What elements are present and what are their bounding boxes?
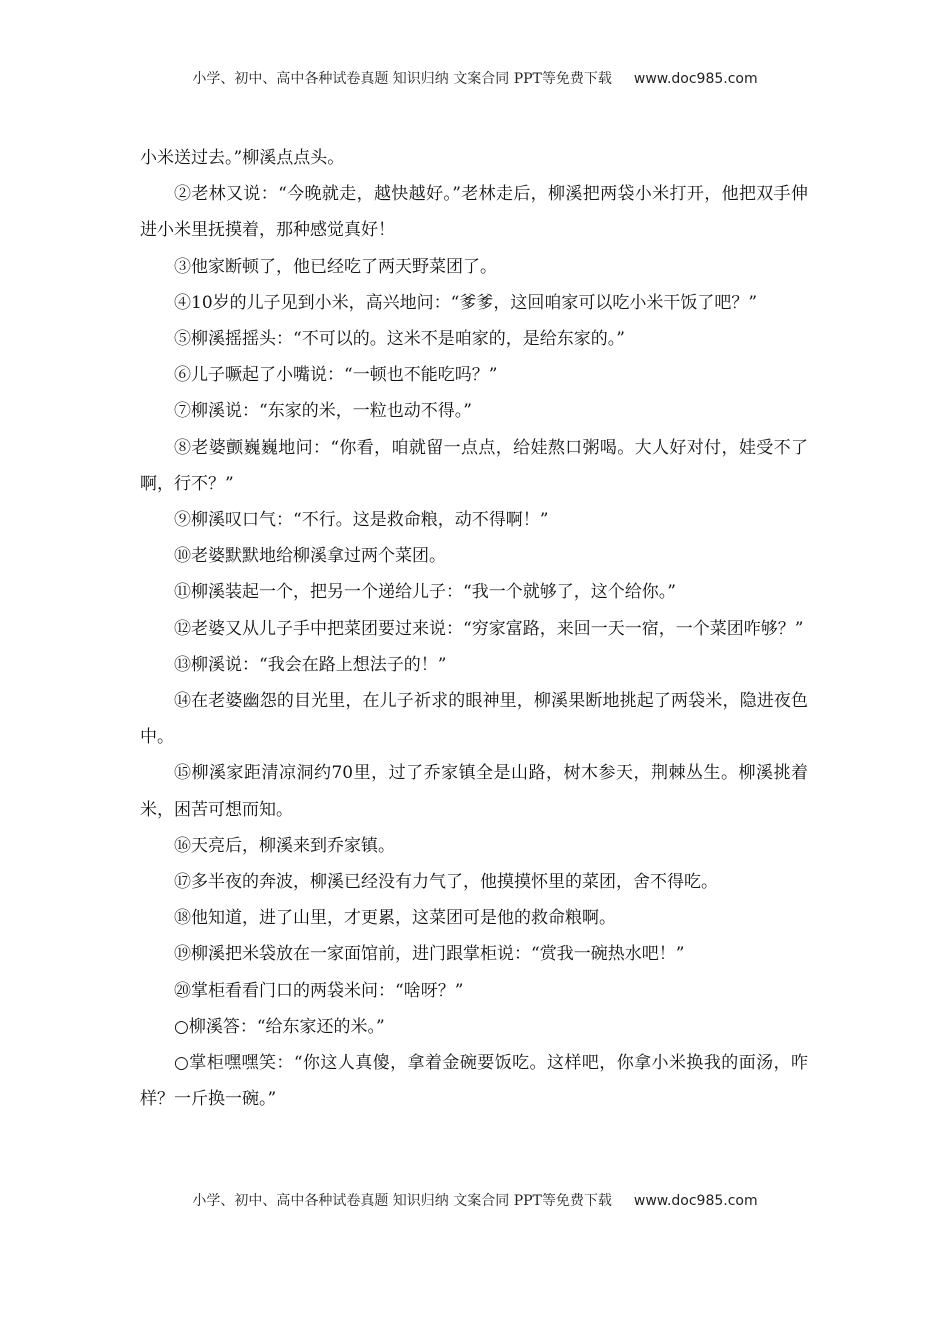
paragraph: ⑩老婆默默地给柳溪拿过两个菜团。: [174, 546, 446, 567]
paragraph: ○柳溪答：“给东家还的米。”: [174, 1016, 385, 1037]
paragraph: ⑬柳溪说：“我会在路上想法子的！”: [174, 654, 447, 675]
paragraph: ②老林又说：“今晚就走，越快越好。”老林走后，柳溪把两袋小米打开，他把双手伸进小米里抚摸着，那种感觉真好！: [140, 184, 808, 241]
header-text: 小学、初中、高中各种试卷真题 知识归纳 文案合同 PPT等免费下载: [192, 71, 612, 87]
paragraph: ○掌柜嘿嘿笑：“你这人真傻，拿着金碗要饭吃。这样吧，你拿小米换我的面汤，咋样？一斤换一碗。”: [140, 1053, 808, 1110]
footer-url[interactable]: www.doc985.com: [633, 1193, 758, 1209]
paragraph: ⑫老婆又从儿子手中把菜团要过来说：“穷家富路，来回一天一宿，一个菜团咋够？”: [174, 618, 804, 639]
paragraph: ⑱他知道，进了山里，才更累，这菜团可是他的救命粮啊。: [174, 908, 616, 929]
footer-text: 小学、初中、高中各种试卷真题 知识归纳 文案合同 PPT等免费下载: [192, 1193, 612, 1209]
paragraph: ⑥儿子噘起了小嘴说：“一顿也不能吃吗？”: [174, 365, 498, 386]
paragraph: ⑮柳溪家距清凉洞约70里，过了乔家镇全是山路，树木参天，荆棘丛生。柳溪挑着米，困苦可想而知。: [140, 763, 808, 820]
paragraph: ⑯天亮后，柳溪来到乔家镇。: [174, 835, 395, 856]
paragraph: ⑤柳溪摇摇头：“不可以的。这米不是咱家的，是给东家的。”: [174, 329, 625, 350]
page-footer: [0, 1190, 950, 1210]
paragraph: ④10岁的儿子见到小米，高兴地问：“爹爹，这回咱家可以吃小米干饭了吧？”: [174, 292, 758, 313]
paragraph: ⑲柳溪把米袋放在一家面馆前，进门跟掌柜说：“赏我一碗热水吧！”: [174, 944, 685, 965]
paragraph: ⑧老婆颤巍巍地问：“你看，咱就留一点点，给娃熬口粥喝。大人好对付，娃受不了啊，行不？”: [140, 437, 808, 494]
paragraph: ⑦柳溪说：“东家的米，一粒也动不得。”: [174, 401, 472, 422]
paragraph: ⑨柳溪叹口气：“不行。这是救命粮，动不得啊！”: [174, 510, 549, 531]
paragraph: ⑰多半夜的奔波，柳溪已经没有力气了，他摸摸怀里的菜团，舍不得吃。: [174, 872, 718, 893]
body-text: [140, 140, 808, 1117]
header-url[interactable]: www.doc985.com: [633, 71, 758, 87]
paragraph: ⑪柳溪装起一个，把另一个递给儿子：“我一个就够了，这个给你。”: [174, 582, 676, 603]
paragraph: ⑭在老婆幽怨的目光里，在儿子祈求的眼神里，柳溪果断地挑起了两袋米，隐进夜色中。: [140, 691, 808, 748]
page-header: [0, 68, 950, 88]
paragraph: 小米送过去。”柳溪点点头。: [140, 148, 345, 168]
paragraph: ③他家断顿了，他已经吃了两天野菜团了。: [174, 256, 497, 277]
paragraph: ⑳掌柜看看门口的两袋米问：“啥呀？”: [174, 980, 464, 1001]
